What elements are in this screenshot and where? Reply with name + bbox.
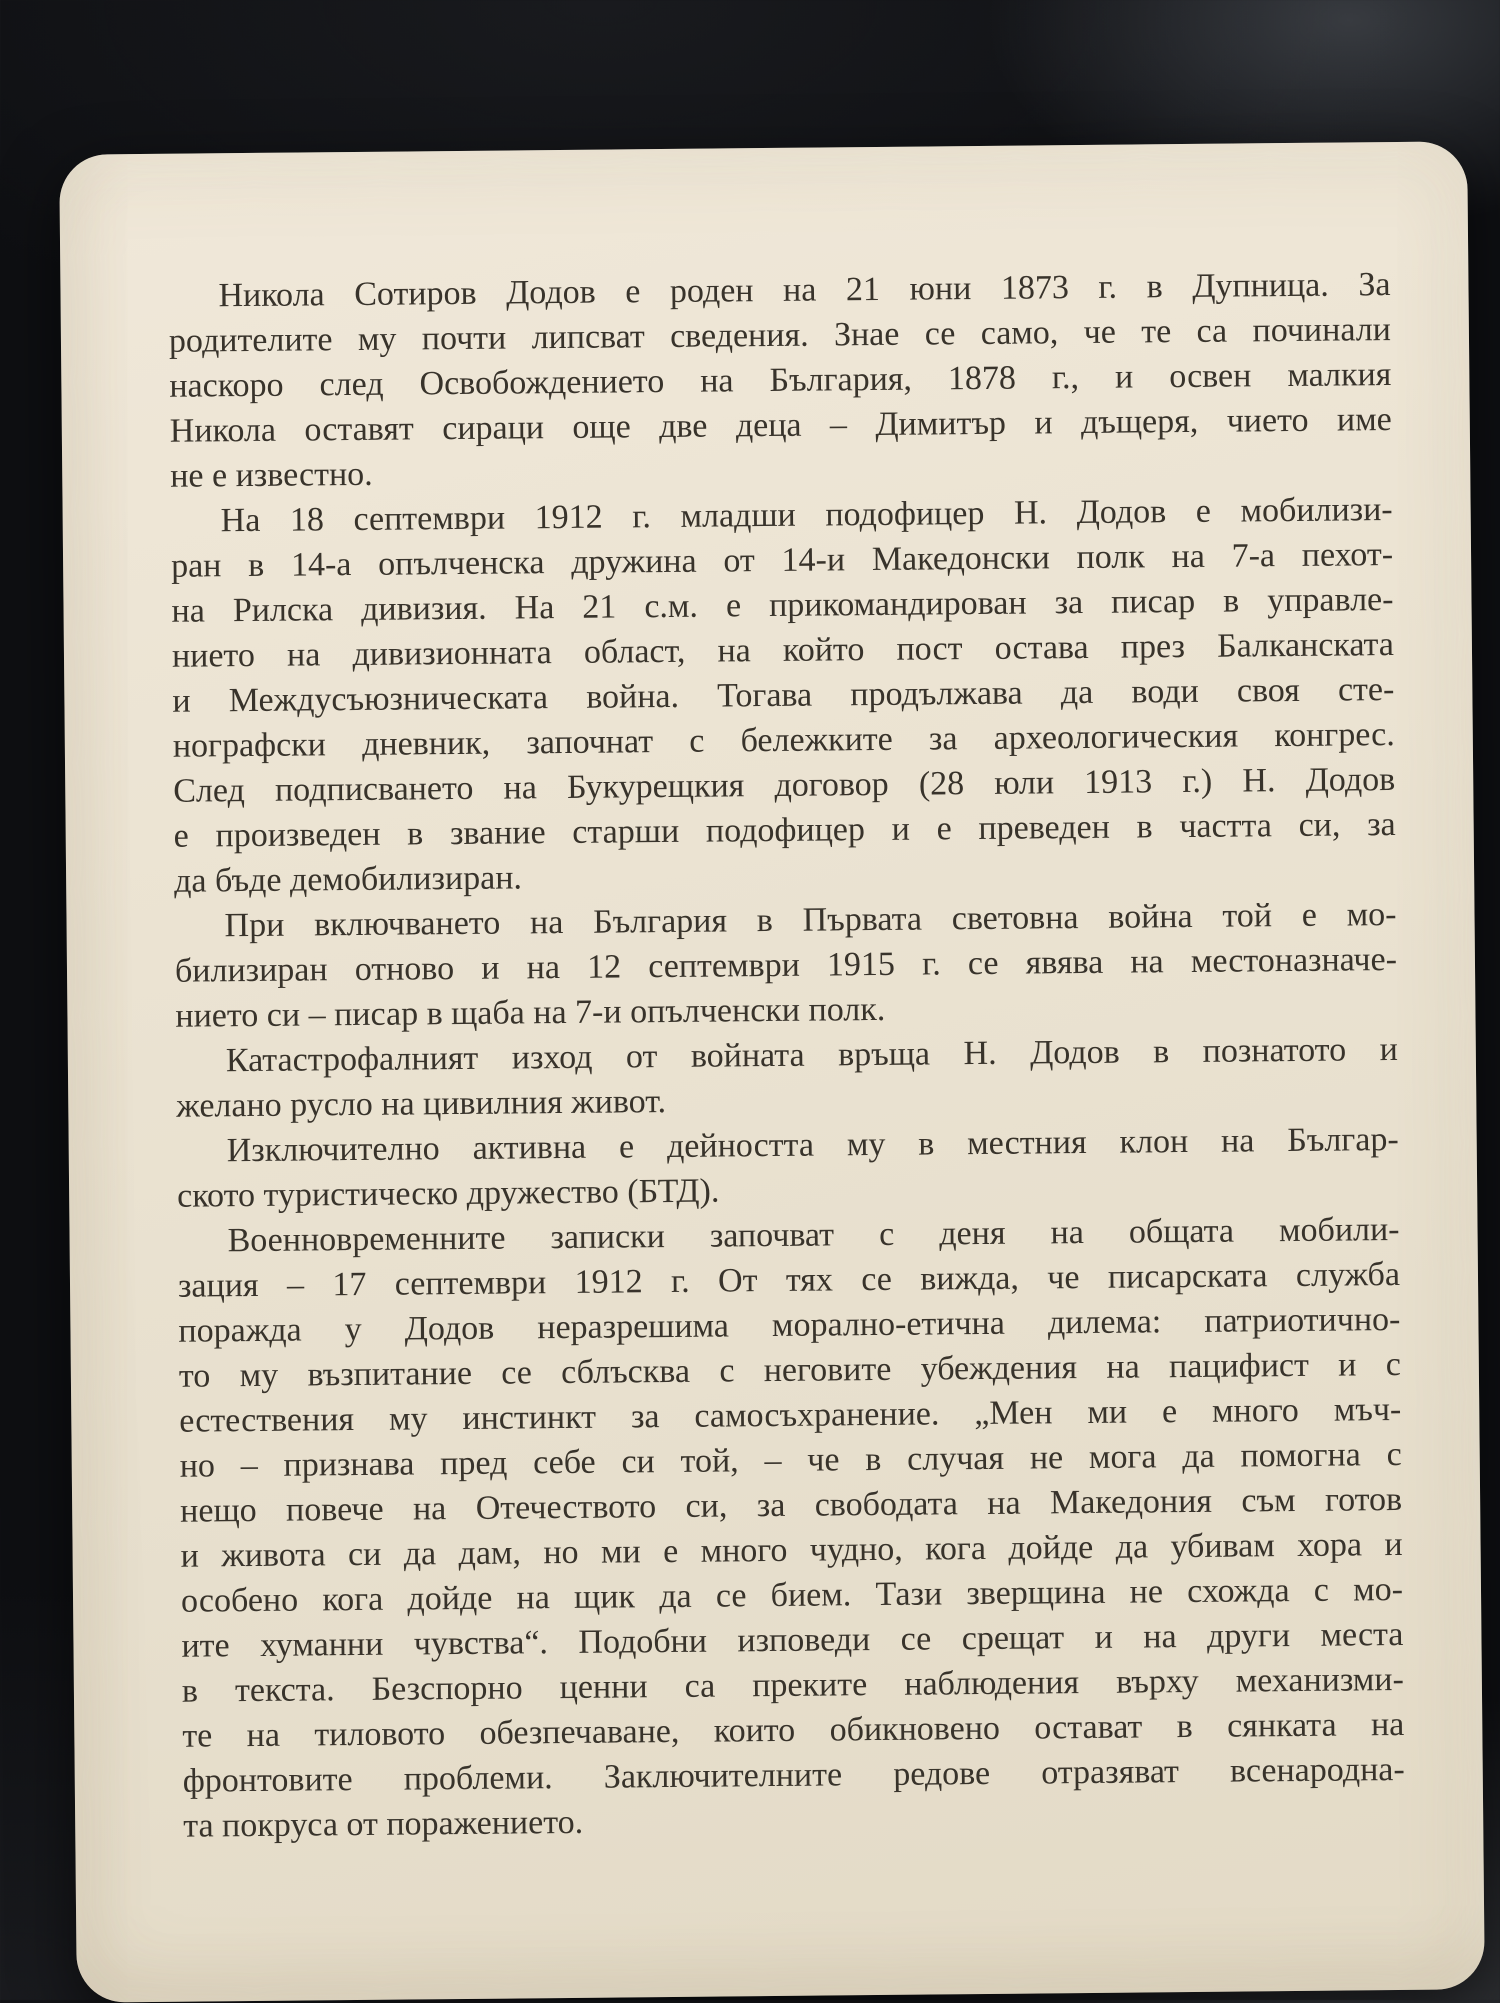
text-line: нието си – писар в щаба на 7-и опълченски полк.: [175, 990, 886, 1035]
text-line: След подписването на Букурещкия договор (28 юли 1913 г.) Н. Додов: [173, 761, 1396, 810]
text-line: не е известно.: [170, 455, 373, 495]
text-line: и живота си да дам, но ми е много чудно, кога дойде да убивам хора и: [180, 1525, 1403, 1575]
paragraph: [176, 1027, 1399, 1129]
text-line: естествения му инстинкт за самосъхранение. „Мен ми е много мъч-: [179, 1390, 1402, 1440]
text-line: нографски дневник, започнат с бележките за археологическия конгрес.: [172, 716, 1395, 765]
text-line: е произведен в звание старши подофицер и е преведен в частта си, за: [173, 806, 1396, 855]
text-line: Никола Сотиров Додов е роден на 21 юни 1873 г. в Дупница. За: [218, 266, 1391, 315]
text-line: зация – 17 септември 1912 г. От тях се вижда, че писарската служба: [177, 1255, 1401, 1305]
text-line: та покруса от поражението.: [183, 1803, 584, 1845]
paragraph: [170, 487, 1396, 904]
text-line: нещо повече на Отечеството си, за свободата на Македония съм готов: [180, 1480, 1403, 1530]
text-line: Катастрофалният изход от войната връща Н. Додов в познатото и: [225, 1030, 1398, 1080]
text-line: Военновременните записки започват с деня на общата мобили-: [227, 1210, 1400, 1260]
text-line: родителите му почти липсват сведения. Знае се само, че те са починали: [168, 311, 1392, 360]
text-line: Изключително активна е дейността му в местния клон на Българ-: [226, 1120, 1399, 1170]
text-line: поражда у Додов неразрешима морално-етична дилема: патриотично-: [178, 1300, 1401, 1350]
paragraph: [174, 892, 1397, 1039]
text-line: желано русло на цивилния живот.: [176, 1083, 667, 1125]
text-line: те на тиловото обезпечаване, които обикновено остават в сянката на: [182, 1705, 1405, 1755]
text-line: При включването на България в Първата световна война той е мо-: [224, 895, 1397, 945]
paragraph: [177, 1207, 1405, 1849]
paragraph: [177, 1117, 1400, 1219]
text-line: наскоро след Освобождението на България, 1878 г., и освен малкия: [169, 356, 1392, 405]
text-block: [168, 262, 1405, 1849]
book-page: [59, 141, 1485, 2002]
text-line: нието на дивизионната област, на който пост остава през Балканската: [171, 626, 1395, 675]
text-line: в текста. Безспорно ценни са преките наблюдения върху механизми-: [181, 1660, 1405, 1710]
text-line: ското туристическо дружество (БТД).: [176, 1172, 720, 1215]
text-line: да бъде демобилизиран.: [173, 859, 523, 900]
text-line: особено кога дойде на щик да се бием. Тази зверщина не схожда с мо-: [180, 1570, 1404, 1620]
text-line: то му възпитание се сблъсква с неговите убеждения на пацифист и с: [178, 1345, 1402, 1395]
paragraph: [168, 262, 1392, 499]
text-line: фронтовите проблеми. Заключителните редове отразяват всенародна-: [182, 1750, 1405, 1800]
text-line: и Междусъюзническата война. Тогава продължава да води своя сте-: [172, 671, 1395, 720]
text-line: ите хуманни чувства“. Подобни изповеди се срещат и на други места: [181, 1615, 1404, 1665]
text-line: на Рилска дивизия. На 21 с.м. е прикомандирован за писар в управле-: [171, 581, 1394, 630]
text-line: но – признава пред себе си той, – че в случая не мога да помогна с: [179, 1435, 1402, 1485]
text-line: билизиран отново и на 12 септември 1915 г. се явява на местоназначе-: [174, 940, 1398, 990]
text-line: Никола оставят сираци още две деца – Димитър и дъщеря, чието име: [169, 401, 1392, 450]
text-line: ран в 14-а опълченска дружина от 14-и Македонски полк на 7-а пехот-: [170, 536, 1394, 585]
text-line: На 18 септември 1912 г. младши подофицер Н. Додов е мобилизи-: [220, 491, 1393, 540]
